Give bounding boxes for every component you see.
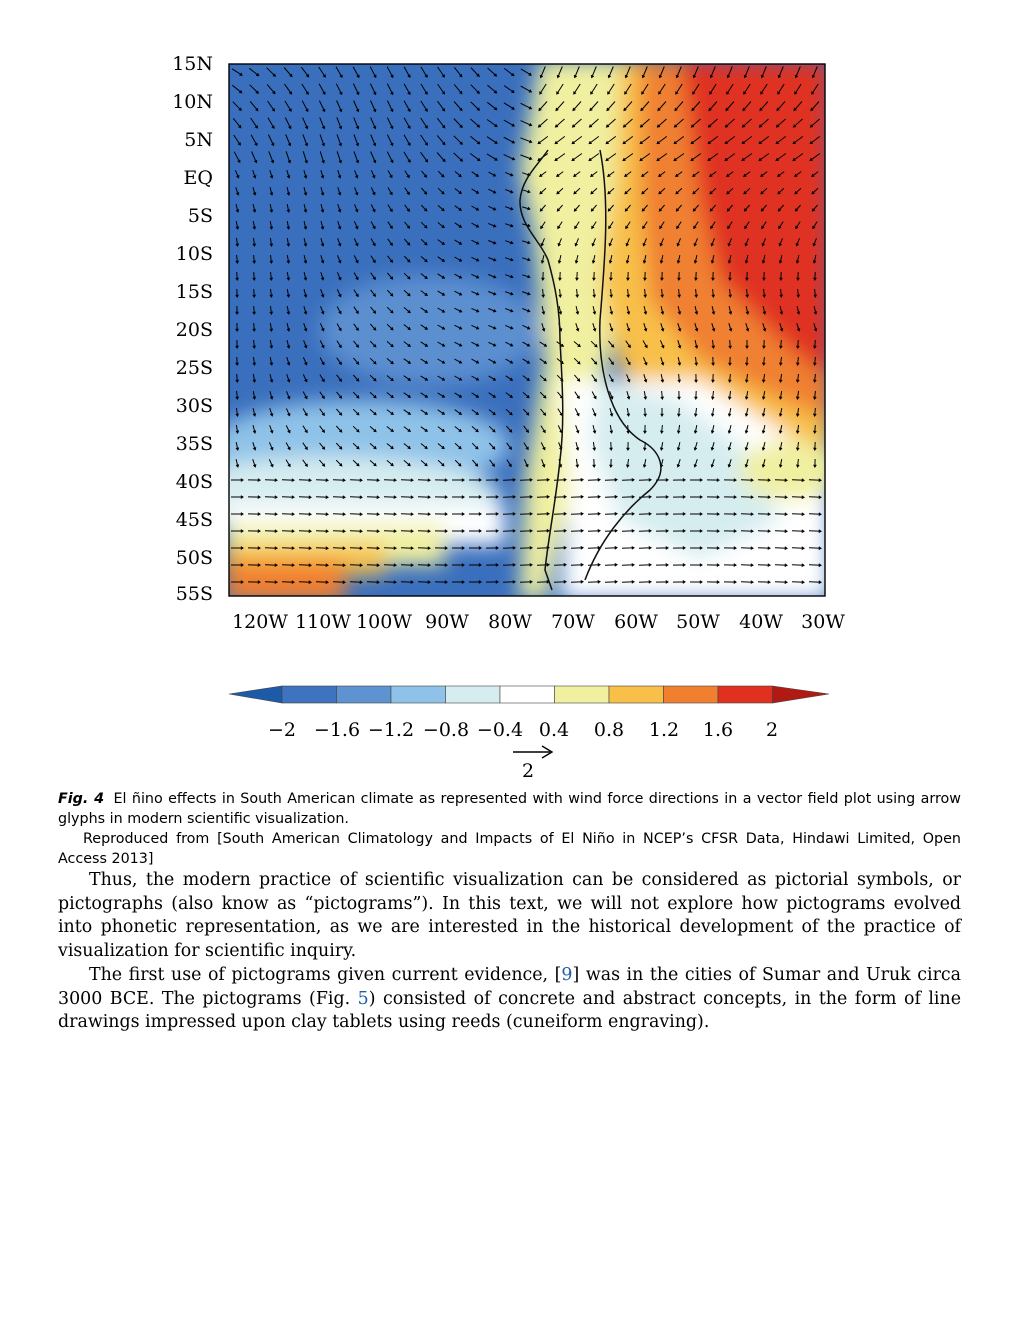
- colorbar-segment: [391, 686, 446, 703]
- p2-text-a: The first use of pictograms given current evidence, [: [89, 965, 562, 985]
- lat-label: 5S: [187, 205, 213, 227]
- colorbar-tick-label: 2: [765, 719, 779, 741]
- colorbar-segment: [664, 686, 719, 703]
- lon-label: 40W: [739, 611, 783, 633]
- lat-label: 50S: [175, 547, 213, 569]
- reproduction-credit: Reproduced from [South American Climatology and Impacts of El Niño in NCEP’s CFSR Data, Hindawi Limited, Open Access 2013]: [58, 831, 961, 867]
- colorbar-tick-label: −0.8: [422, 719, 470, 741]
- lat-label: 10S: [175, 243, 213, 265]
- colorbar: [229, 686, 829, 703]
- lon-label: 110W: [295, 611, 351, 633]
- colorbar-segment: [555, 686, 610, 703]
- colorbar-segment: [282, 686, 337, 703]
- colorbar-segment: [609, 686, 664, 703]
- colorbar-ticks: [268, 719, 778, 741]
- lat-label: 15S: [175, 281, 213, 303]
- lon-label: 90W: [425, 611, 469, 633]
- lat-label: 30S: [175, 395, 213, 417]
- caption-text: El ñino effects in South American climate as represented with wind force directions in a vector field plot using arrow glyphs in modern scientific visualization.: [58, 791, 961, 827]
- anomaly-shading: [160, 60, 840, 602]
- lon-label: 50W: [676, 611, 720, 633]
- lat-label: 20S: [175, 319, 213, 341]
- colorbar-segment: [718, 686, 773, 703]
- p2-text-b: ] was in the cities of Sumar and Uruk circa 3000 BCE. The pictograms (Fig.: [58, 965, 961, 1009]
- figure-link-5[interactable]: 5: [357, 988, 369, 1009]
- vector-key-label: 2: [521, 760, 535, 782]
- lat-label: 40S: [175, 471, 213, 493]
- lon-label: 30W: [801, 611, 845, 633]
- latitude-axis: [172, 53, 213, 605]
- figure-number: Fig. 4: [58, 791, 105, 807]
- colorbar-tick-label: 0.4: [538, 719, 570, 741]
- body-paragraph-1: Thus, the modern practice of scientific visualization can be considered as pictorial symbols, or pictographs (also know as “pictograms”). In this text, we will not explore how pictograms evolved into phonetic representation, as we are interested in the historical development of the practice of visualization for scientific inquiry.: [58, 870, 961, 962]
- colorbar-tick-label: 1.6: [702, 719, 734, 741]
- colorbar-tick-label: −1.2: [367, 719, 415, 741]
- colorbar-segment: [446, 686, 501, 703]
- lat-label: 10N: [172, 91, 213, 113]
- colorbar-arrow-right: [773, 686, 830, 703]
- lat-label: 35S: [175, 433, 213, 455]
- vector-key: [513, 746, 552, 782]
- colorbar-segment: [500, 686, 555, 703]
- citation-link-9[interactable]: 9: [561, 965, 573, 985]
- lon-label: 80W: [488, 611, 532, 633]
- lat-label: 25S: [175, 357, 213, 379]
- lon-label: 120W: [232, 611, 288, 633]
- lat-label: 15N: [172, 53, 213, 75]
- lat-label: 55S: [175, 583, 213, 605]
- colorbar-tick-label: 0.8: [593, 719, 625, 741]
- lat-label: 5N: [184, 129, 213, 151]
- colorbar-tick-label: −2: [267, 719, 297, 741]
- figure-caption: [58, 789, 961, 829]
- longitude-axis: [232, 611, 845, 633]
- lon-label: 70W: [551, 611, 595, 633]
- lat-label: EQ: [183, 167, 213, 189]
- colorbar-tick-label: 1.2: [648, 719, 680, 741]
- colorbar-tick-label: −1.6: [313, 719, 361, 741]
- colorbar-segment: [337, 686, 392, 703]
- body-paragraph-2: [58, 964, 961, 1035]
- lon-label: 100W: [356, 611, 412, 633]
- lat-label: 45S: [175, 509, 213, 531]
- colorbar-tick-label: −0.4: [476, 719, 524, 741]
- p2-text-c: ) consisted of concrete and abstract concepts, in the form of line drawings impressed upon clay tablets using reeds (cuneiform engraving).: [58, 988, 961, 1033]
- colorbar-arrow-left: [229, 686, 282, 703]
- lon-label: 60W: [614, 611, 658, 633]
